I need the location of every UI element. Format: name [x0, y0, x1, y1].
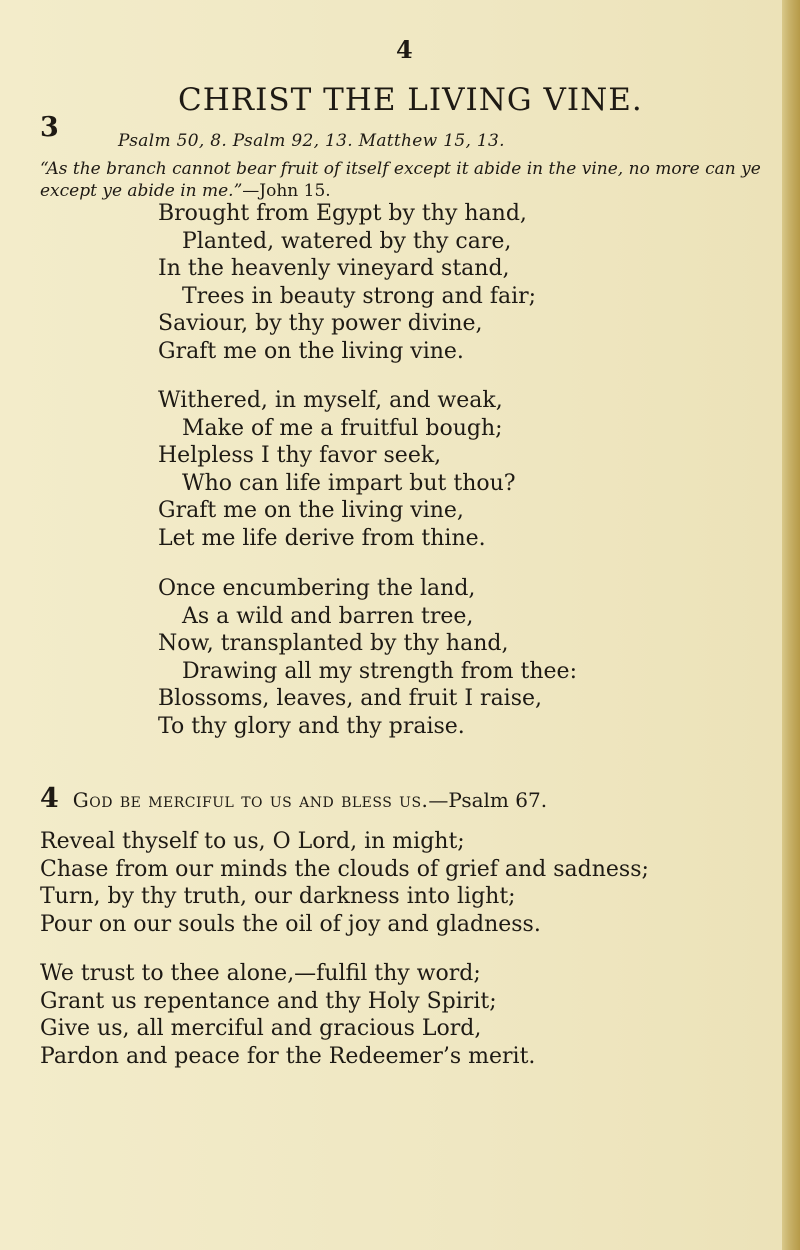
stanza-2 [40, 960, 535, 1070]
epigraph [40, 158, 770, 202]
verse-line: Blossoms, leaves, and fruit I raise, [158, 686, 543, 711]
verse-line: Reveal thyself to us, O Lord, in might; [40, 829, 465, 854]
epigraph-quote: “As the branch cannot bear fruit of itself except it abide in the vine, no more can ye except ye abide in me.” [40, 159, 761, 201]
verse-line: Planted, watered by thy care, [182, 228, 512, 254]
verse-line: Trees in beauty strong and fair; [182, 283, 537, 309]
stanza-1 [40, 828, 649, 938]
epigraph-source: —John 15. [242, 181, 331, 201]
verse-line: Let me life derive from thine. [158, 525, 486, 551]
verse-line: Turn, by thy truth, our darkness into light; [40, 884, 516, 909]
hymn-title: CHRIST THE LIVING VINE. [178, 82, 643, 118]
page-number: 4 [396, 35, 413, 64]
verse-line: Give us, all merciful and gracious Lord, [40, 1016, 482, 1041]
hymn-number: 3 [40, 112, 59, 143]
verse-line: Graft me on the living vine. [158, 338, 464, 364]
stanza-3 [158, 575, 577, 740]
verse-line: Brought from Egypt by thy hand, [158, 201, 527, 226]
verse-line: Helpless I thy favor seek, [158, 443, 442, 468]
verse-line: As a wild and barren tree, [182, 603, 474, 629]
verse-line: In the heavenly vineyard stand, [158, 256, 510, 281]
verse-line: Now, transplanted by thy hand, [158, 631, 509, 656]
verse-line: We trust to thee alone,—fulfil thy word; [40, 961, 481, 986]
verse-line: Pour on our souls the oil of joy and gladness. [40, 911, 541, 937]
verse-line: Pardon and peace for the Redeemer’s merit. [40, 1043, 536, 1069]
scripture-references: Psalm 50, 8. Psalm 92, 13. Matthew 15, 13. [118, 131, 505, 151]
verse-line: Chase from our minds the clouds of grief and sadness; [40, 856, 649, 882]
verse-line: Grant us repentance and thy Holy Spirit; [40, 988, 497, 1014]
verse-line: Withered, in myself, and weak, [158, 388, 503, 413]
hymn-title: God be merciful to us and bless us. [72, 788, 429, 812]
hymn-source: —Psalm 67. [428, 788, 548, 812]
page-edge [782, 0, 800, 1250]
stanza-2 [158, 387, 516, 552]
hymn-number: 4 [40, 783, 59, 814]
verse-line: Who can life impart but thou? [182, 470, 516, 496]
verse-line: To thy glory and thy praise. [158, 713, 465, 739]
stanza-1 [158, 200, 536, 365]
verse-line: Graft me on the living vine, [158, 498, 464, 523]
verse-line: Once encumbering the land, [158, 576, 476, 601]
verse-line: Drawing all my strength from thee: [182, 658, 577, 684]
verse-line: Make of me a fruitful bough; [182, 415, 503, 441]
hymn-heading [40, 783, 547, 814]
verse-line: Saviour, by thy power divine, [158, 311, 483, 336]
